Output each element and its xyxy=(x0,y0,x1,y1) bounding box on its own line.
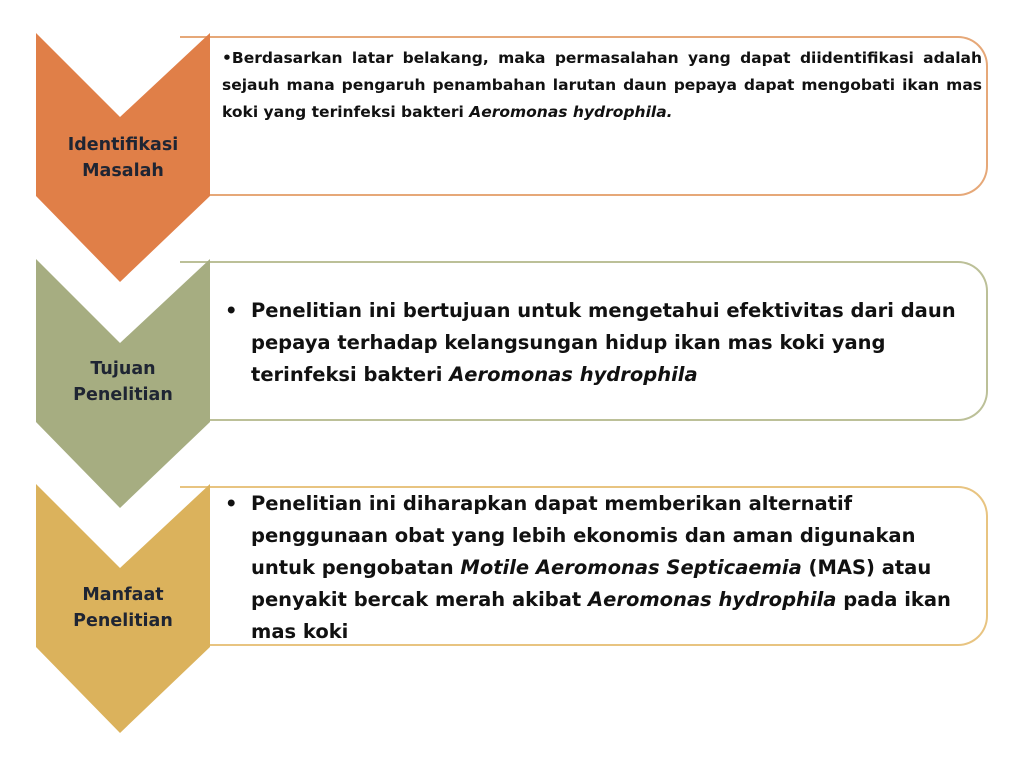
step-3-italic-term-2: Aeromonas hydrophila xyxy=(588,588,837,611)
step-3-description xyxy=(225,488,965,648)
step-2-text: Penelitian ini bertujuan untuk mengetahui efektivitas dari daun pepaya terhadap kelangsungan hidup ikan mas koki yang terinfeksi bakteri xyxy=(251,299,956,386)
step-3-label-line-2: Penelitian xyxy=(73,611,173,631)
step-3-text-block xyxy=(251,488,965,648)
step-2-label xyxy=(36,356,210,408)
step-2-italic-term: Aeromonas hydrophila xyxy=(449,363,698,386)
step-1-text: Berdasarkan latar belakang, maka permasalahan yang dapat diidentifikasi adalah sejauh mana pengaruh penambahan larutan daun pepaya dapat mengobati ikan mas koki yang terinfeksi bakteri xyxy=(222,49,982,121)
bullet-icon: • xyxy=(225,299,238,322)
step-2-description xyxy=(225,295,965,391)
step-2-text-block xyxy=(251,295,965,391)
step-1-label xyxy=(36,132,210,184)
step-1-label-line-2: Masalah xyxy=(82,161,164,181)
bullet-icon: • xyxy=(225,492,238,515)
bullet-icon: • xyxy=(222,49,232,67)
step-2-label-line-2: Penelitian xyxy=(73,385,173,405)
step-1-description xyxy=(222,45,982,126)
step-2-label-line-1: Tujuan xyxy=(90,359,156,379)
step-3-text-part-1: Penelitian ini diharapkan dapat memberikan alternatif penggunaan obat yang lebih ekonomis dan aman digunakan untuk pengobatan xyxy=(251,492,916,579)
step-3-italic-term-1: Motile Aeromonas Septicaemia xyxy=(460,556,802,579)
step-3-label xyxy=(36,582,210,634)
step-3-text-part-2: (MAS) atau penyakit bercak merah akibat xyxy=(251,556,932,611)
step-3-label-line-1: Manfaat xyxy=(82,585,164,605)
step-1-italic-term: Aeromonas hydrophila. xyxy=(469,103,673,121)
step-3-text-part-3: pada ikan mas koki xyxy=(251,588,951,643)
step-1-label-line-1: Identifikasi xyxy=(67,135,179,155)
